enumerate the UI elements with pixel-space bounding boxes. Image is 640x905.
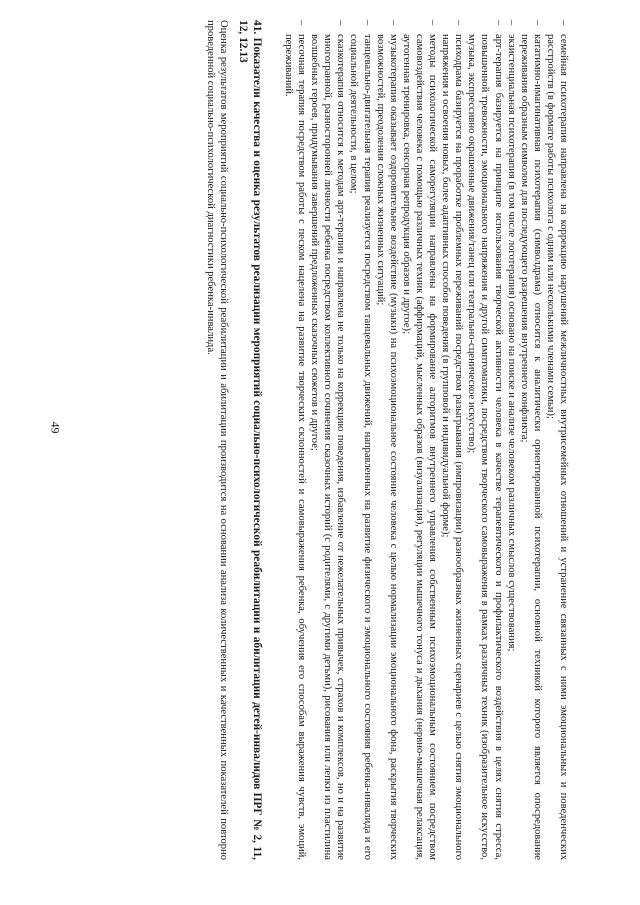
list-dash: – (558, 20, 569, 26)
list-item (505, 20, 518, 860)
list-item-text: музыкотерапия оказывает оздоровительное воздействие (музыки) на психоэмоциональное состояние человека с целью нормализации эмоционального фона, раскрытия творческих возможностей, преодоления сложных жизненных ситуаций; (374, 34, 399, 860)
list-item-text: психодрама базируется на проработке проблемных переживаний посредством разыгрывания (импровизации) разнообразных жизненных сценариев с целью снятия эмоционального напряжения и освоения новых, более адаптивных способов поведения (в групповой и индивидуальной форме); (440, 34, 465, 860)
list-item (518, 20, 544, 860)
list-item-text: сказкотерапия относится к методам арт-терапии и направлена не только на коррекцию поведения, избавление от нежелательных привычек, страхов и комплексов, но и на развитие многогранной, разносторонней личности ребенка посредством коллективного сочинения сказочных историй (с родителями, с другими детьми), рисования или лепки из пластилина волшебных героев, придумывания завершений предложенных сказочных сюжетов и другое; (309, 34, 347, 860)
list-item (374, 20, 400, 860)
list-dash: – (505, 20, 517, 26)
list-item (282, 20, 308, 860)
section-paragraph: Оценка результатов мероприятий социально-психологической реабилитации и абилитации производится на основании анализа количественных и качественных показателей повторно проведенной социально-психологической диагностики ребенка-инвалида. (204, 20, 229, 860)
list-dash: – (361, 20, 373, 26)
therapy-methods-list (282, 20, 570, 860)
list-dash: – (427, 20, 439, 26)
list-item-text: танцевально-двигательная терапия реализуется посредством танцевальных движений, направленных на развитие физического и эмоционального состояния ребенка-инвалида и его социальной деятельности, в целом; (348, 34, 373, 860)
list-item (439, 20, 465, 860)
list-dash: – (492, 20, 504, 26)
section-heading: 41. Показатели качества и оценка результатов реализации мероприятий социально-психологической реабилитации и абилитации детей-инвалидов ПРГ № 2, 11, 12, 12.13 (236, 20, 263, 860)
list-dash: – (335, 20, 347, 26)
list-item (347, 20, 373, 860)
list-item-text: методы психологической саморегуляции направлены на формирование алгоритмов внутреннего управления собственным психоэмоциональным состоянием посредством самовоздействия человека с помощью различных техник (аффирмаций, мысленных образов (визуализация), регуляции мышечного тонуса и дыхания (нервно-мышечная релаксация, аутогенная тренировка, сенсорная репродукция образов и другое); (400, 34, 439, 860)
list-item (465, 20, 504, 860)
list-item-text: песочная терапия посредством работы с песком нацелена на развитие творческих склонностей и самовыражения ребенка, обучения его способам выражения чувств, эмоций, переживаний. (283, 34, 308, 860)
list-item-text: экзистенциальная психотерапия (в том числе логотерапия) основано на поиске и анализе человеком различных смыслов существования; (505, 34, 517, 652)
list-dash: – (531, 20, 543, 26)
page-number: 49 (48, 421, 63, 434)
list-item-text: арт-терапия базируется на принципе использования творческой активности человека в качестве терапевтического и профилактического воздействия в целях снятия стресса, повышенной тревожности, эмоционального напряжения и другой симптоматики, посредством творческого самовыражения в рамках различных техник (изобразительное искусство, музыка, экспрессивно окрашенные движения/танец или театрально-сценическое искусство); (466, 34, 504, 860)
page-content (70, 20, 570, 860)
list-item (544, 20, 570, 860)
list-dash: – (387, 20, 399, 26)
list-dash: – (296, 20, 308, 26)
list-dash: – (453, 20, 465, 26)
list-item-text: кататимно-имагинативная психотерапия (символдрама) относится к аналитически ориентированной психотерапии, основной техникой которого является опосредование переживания образным символом для последующего разрешения внутреннего конфликта; (518, 34, 543, 860)
list-item-text: семейная психотерапия направлена на коррекцию нарушений межличностных внутрисемейных отношений и устранение связанных с ними эмоциональных и поведенческих расстройств (в формате работы психолога с одним или несколькими членами семьи); (544, 34, 569, 860)
list-item (400, 20, 439, 860)
list-item (308, 20, 347, 860)
